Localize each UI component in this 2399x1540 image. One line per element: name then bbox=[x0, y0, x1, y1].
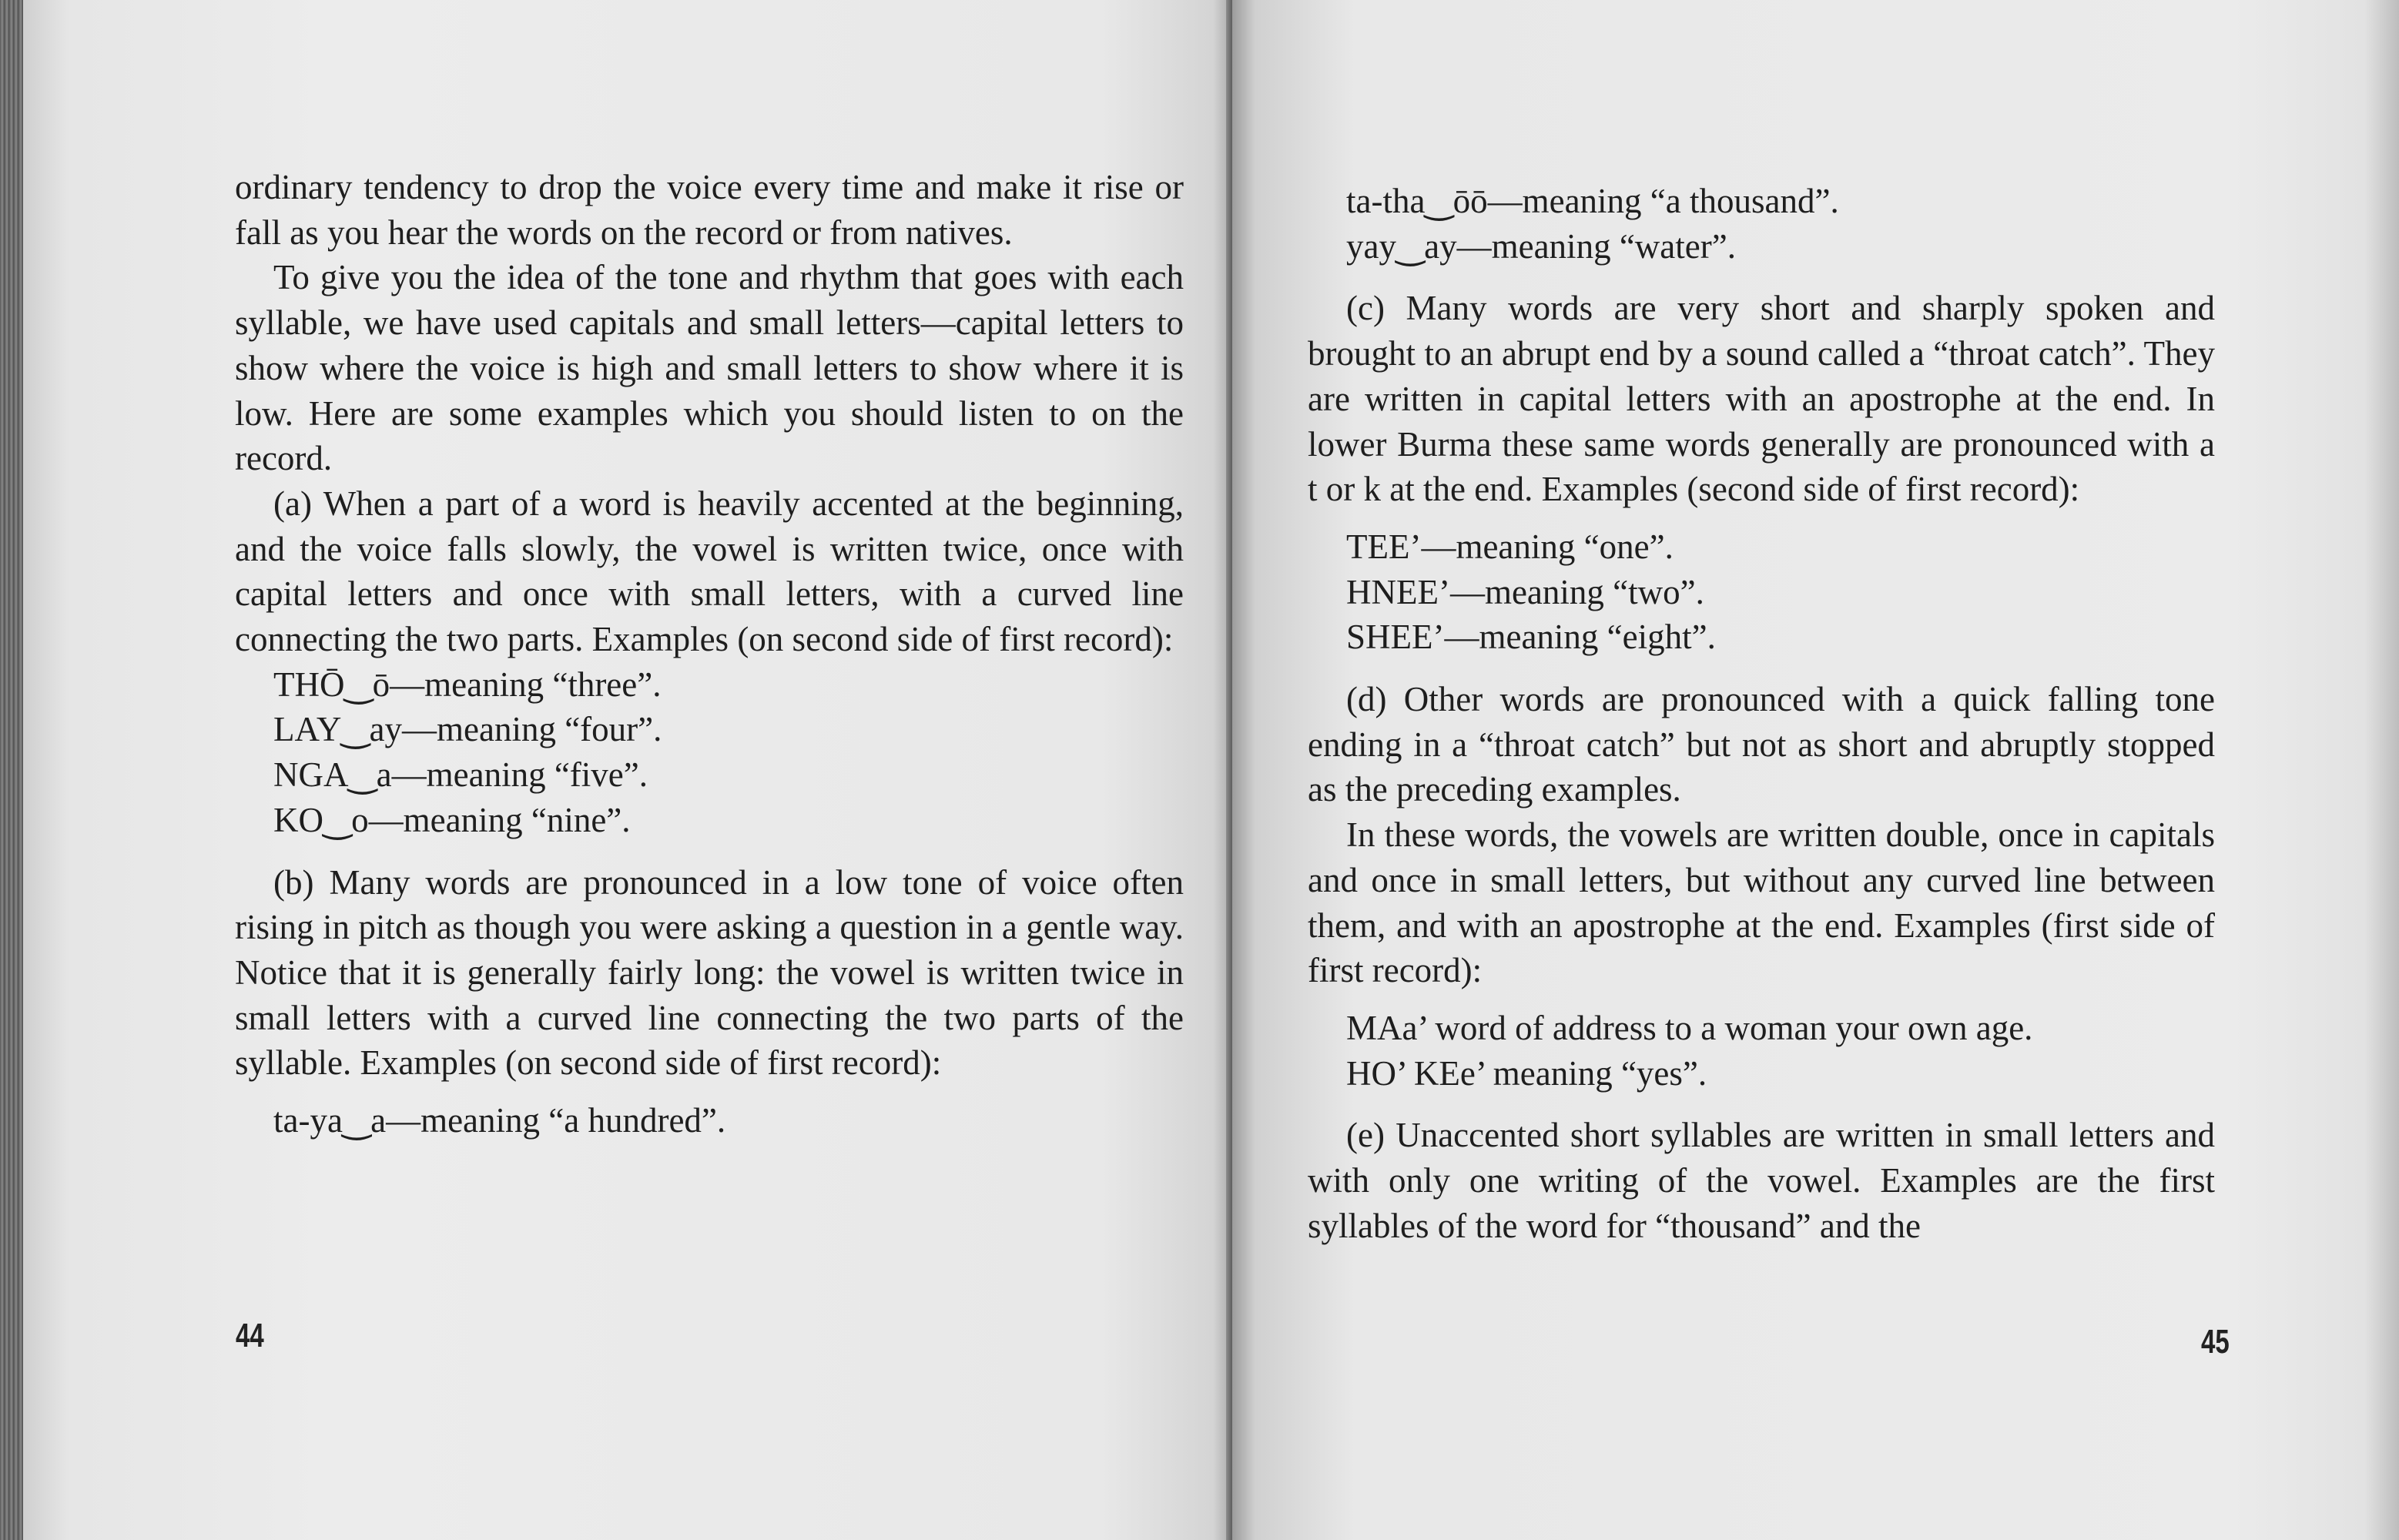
paragraph-tone-intro: To give you the idea of the tone and rhythm that goes with each syllable, we have used capitals and small letters—capital letters to show where the voice is high and small letters to show where it is low. Here are some examples which you should listen to on the record. bbox=[235, 258, 1184, 478]
example-line: THŌ‿ō—meaning “three”. bbox=[273, 665, 662, 704]
example-line: LAY‿ay—meaning “four”. bbox=[273, 710, 662, 749]
right-page bbox=[1232, 0, 2399, 1540]
paragraph-a: (a) When a part of a word is heavily accented at the beginning, and the voice falls slowly, the vowel is written twice, once with capital letters and once with small letters, with a curved line connecting the two parts. Examples (on second side of first record): bbox=[235, 484, 1184, 659]
paragraph-b: (b) Many words are pronounced in a low tone of voice often rising in pitch as though you were asking a question in a gentle way. Notice that it is generally fairly long: the vowel is written twice in small letters with a curved line connecting the two parts of the syllable. Examples (on second side of first record): bbox=[235, 862, 1184, 1083]
example-line: KO‿o—meaning “nine”. bbox=[273, 800, 631, 839]
right-page-text bbox=[1308, 179, 2215, 1248]
paragraph-e: (e) Unaccented short syllables are written in small letters and with only one writing of the vowel. Examples are the first syllables of the word for “thousand” and the bbox=[1308, 1116, 2215, 1245]
page-number: 45 bbox=[2201, 1323, 2230, 1361]
example-line: TEE’—meaning “one”. bbox=[1346, 527, 1674, 566]
example-line: MAa’ word of address to a woman your own age. bbox=[1346, 1008, 2033, 1047]
paragraph-c: (c) Many words are very short and sharply spoken and brought to an abrupt end by a sound called a “throat catch”. They are written in capital letters with an apostrophe at the end. In lower Burma these same words generally are pronounced with a t or k at the end. Examples (second side of first record): bbox=[1308, 289, 2215, 509]
example-line: SHEE’—meaning “eight”. bbox=[1346, 618, 1716, 657]
paragraph-d-continued: In these words, the vowels are written double, once in capitals and once in small letters, but without any curved line between them, and with an apostrophe at the end. Examples (first side of first record): bbox=[1308, 815, 2215, 990]
left-page-text bbox=[235, 165, 1184, 1143]
example-line: HO’ KEe’ meaning “yes”. bbox=[1346, 1053, 1707, 1093]
example-line: ta-ya‿a—meaning “a hundred”. bbox=[273, 1101, 726, 1140]
paragraph-continuation: ordinary tendency to drop the voice every time and make it rise or fall as you hear the words on the record or from natives. bbox=[235, 168, 1184, 252]
paragraph-d: (d) Other words are pronounced with a quick falling tone ending in a “throat catch” but not as short and abruptly stopped as the preceding examples. bbox=[1308, 680, 2215, 809]
example-line: NGA‿a—meaning “five”. bbox=[273, 755, 648, 795]
left-page bbox=[23, 0, 1232, 1540]
example-line: HNEE’—meaning “two”. bbox=[1346, 572, 1704, 611]
page-edges bbox=[0, 0, 23, 1540]
example-line: ta-tha‿ōō—meaning “a thousand”. bbox=[1346, 182, 1839, 220]
example-line: yay‿ay—meaning “water”. bbox=[1346, 226, 1736, 266]
page-number: 44 bbox=[236, 1317, 264, 1354]
